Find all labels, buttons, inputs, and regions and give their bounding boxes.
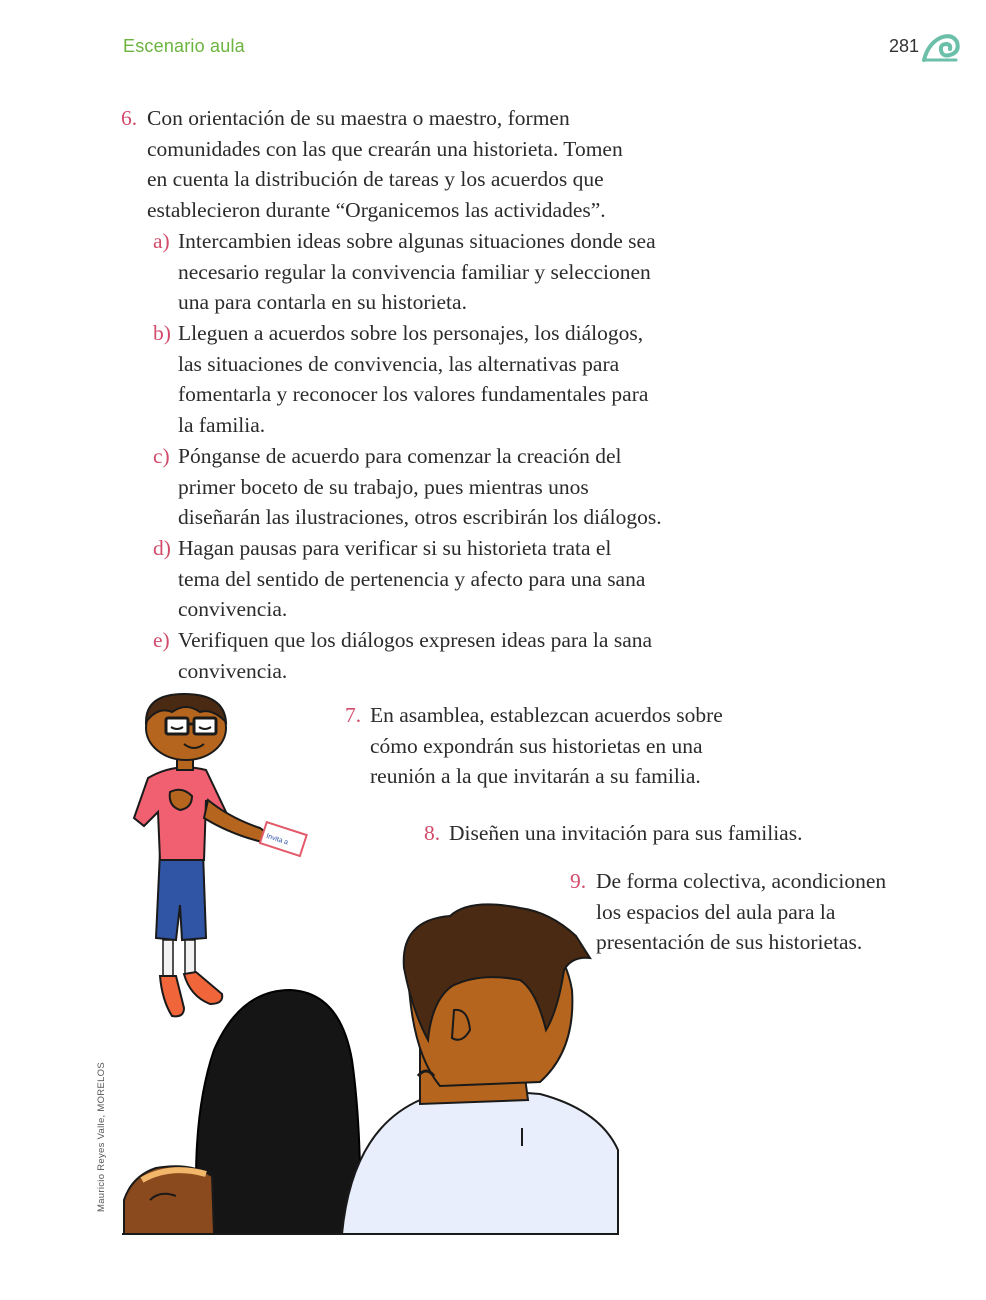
subitem-b-letter: b)	[153, 321, 171, 345]
item-6-line: en cuenta la distribución de tareas y los acuerdos que	[147, 167, 604, 192]
item-7-line: En asamblea, establezcan acuerdos sobre	[370, 703, 723, 727]
subitem-d-letter: d)	[153, 536, 171, 560]
subitem-line: Pónganse de acuerdo para comenzar la creación del	[178, 444, 622, 468]
item-9-line: los espacios del aula para la	[596, 899, 836, 924]
item-8-number: 8.	[424, 821, 441, 845]
subitem-line: Intercambien ideas sobre algunas situaciones donde sea	[178, 229, 656, 253]
father-figure	[342, 904, 618, 1234]
mother-figure	[124, 990, 360, 1234]
subitem-line: una para contarla en su historieta.	[178, 290, 467, 315]
section-label: Escenario aula	[123, 36, 245, 56]
subitem-line: convivencia.	[178, 597, 288, 622]
item-7-number: 7.	[345, 703, 362, 727]
subitem-line: Lleguen a acuerdos sobre los personajes, los diálogos,	[178, 321, 644, 345]
subitem-line: tema del sentido de pertenencia y afecto para una sana	[178, 566, 646, 591]
item-8-line: Diseñen una invitación para sus familias.	[449, 821, 803, 845]
subitem-line: diseñarán las ilustraciones, otros escribirán los diálogos.	[178, 505, 662, 530]
item-7-line: reunión a la que invitarán a su familia.	[370, 764, 701, 789]
subitem-line: Hagan pausas para verificar si su historieta trata el	[178, 536, 612, 560]
item-9-number: 9.	[570, 869, 587, 893]
invitation-card-text: Invita a	[265, 832, 289, 847]
subitem-line: convivencia.	[178, 658, 288, 683]
subitem-a-letter: a)	[153, 229, 170, 253]
page-number: 281	[889, 36, 920, 56]
subitem-line: la familia.	[178, 412, 266, 437]
subitem-line: las situaciones de convivencia, las alternativas para	[178, 351, 620, 376]
item-7-line: cómo expondrán sus historietas en una	[370, 733, 703, 758]
item-9-line: De forma colectiva, acondicionen	[596, 869, 887, 893]
subitem-line: fomentarla y reconocer los valores fundamentales para	[178, 382, 649, 407]
item-6-line: establecieron durante “Organicemos las actividades”.	[147, 197, 606, 222]
subitem-c-letter: c)	[153, 444, 170, 468]
illustration-credit: Mauricio Reyes Valle, MORELOS	[96, 1061, 107, 1212]
boy-figure	[134, 694, 307, 1016]
item-9-line: presentación de sus historietas.	[596, 930, 863, 955]
subitem-line: Verifiquen que los diálogos expresen ideas para la sana	[178, 628, 653, 652]
subitem-line: necesario regular la convivencia familiar y seleccionen	[178, 259, 651, 284]
item-6-number: 6.	[121, 106, 138, 130]
subitem-line: primer boceto de su trabajo, pues mientras unos	[178, 474, 589, 499]
item-6-line: Con orientación de su maestra o maestro, formen	[147, 106, 570, 130]
item-6-line: comunidades con las que crearán una historieta. Tomen	[147, 136, 623, 161]
subitem-e-letter: e)	[153, 628, 170, 652]
